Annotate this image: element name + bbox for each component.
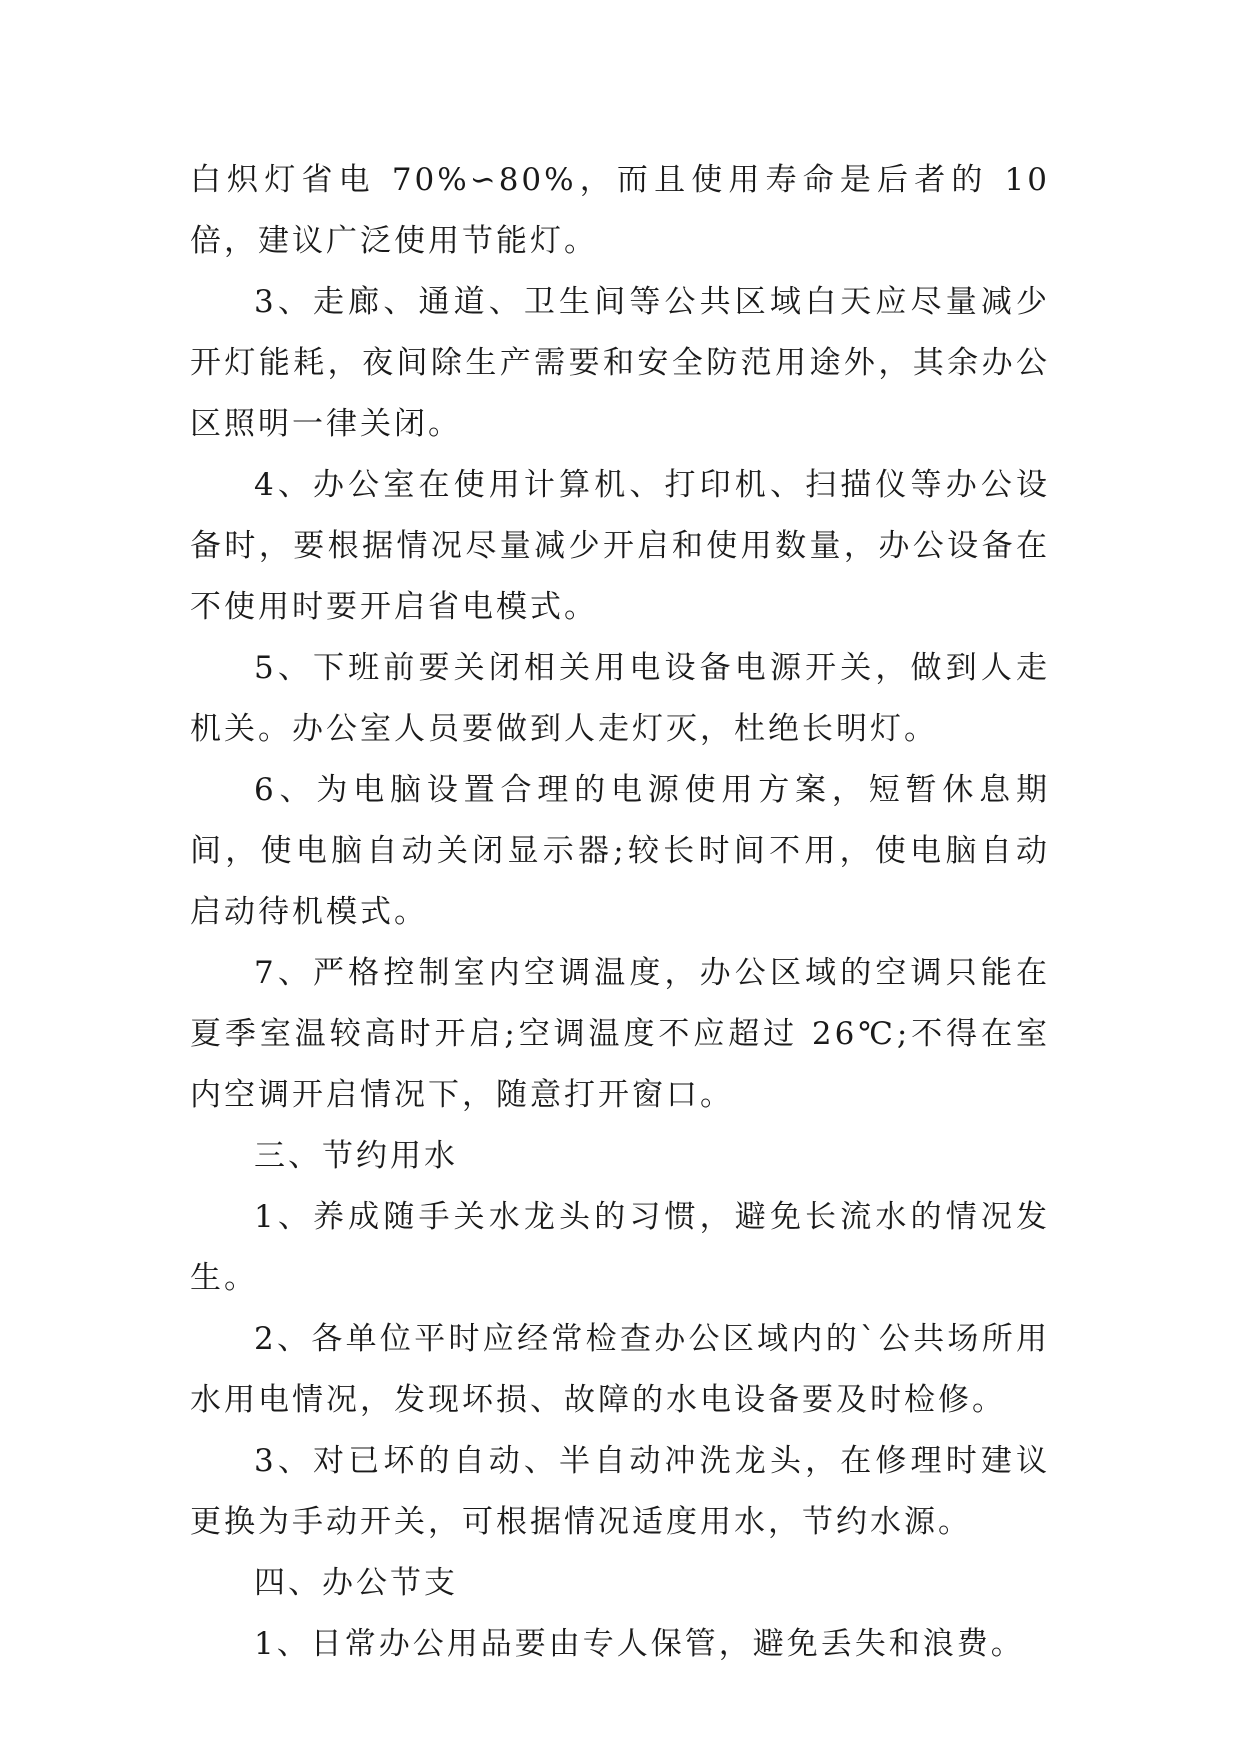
paragraph-item-7-air-conditioning: 7、严格控制室内空调温度，办公区域的空调只能在夏季室温较高时开启;空调温度不应超过 26℃;不得在室内空调开启情况下，随意打开窗口。 (190, 955, 1050, 1113)
body-text (190, 150, 1050, 1675)
section-heading-water: 三、节约用水 (254, 1138, 458, 1174)
paragraph-item-5-power-off: 5、下班前要关闭相关用电设备电源开关，做到人走机关。办公室人员要做到人走灯灭，杜绝长明灯。 (190, 650, 1050, 747)
paragraph-item-3-corridor-lighting: 3、走廊、通道、卫生间等公共区域白天应尽量减少开灯能耗，夜间除生产需要和安全防范用途外，其余办公区照明一律关闭。 (190, 284, 1050, 442)
paragraph-item-4-office-equipment: 4、办公室在使用计算机、打印机、扫描仪等办公设备时，要根据情况尽量减少开启和使用数量，办公设备在不使用时要开启省电模式。 (190, 467, 1050, 625)
paragraph-water-item-1: 1、养成随手关水龙头的习惯，避免长流水的情况发生。 (190, 1199, 1050, 1296)
paragraph-water-item-2: 2、各单位平时应经常检查办公区域内的`公共场所用水用电情况，发现坏损、故障的水电设备要及时检修。 (190, 1321, 1050, 1418)
section-heading-office-savings: 四、办公节支 (254, 1565, 458, 1601)
paragraph-item-6-computer-power: 6、为电脑设置合理的电源使用方案，短暂休息期间，使电脑自动关闭显示器;较长时间不用，使电脑自动启动待机模式。 (190, 772, 1050, 930)
paragraph-office-item-1: 1、日常办公用品要由专人保管，避免丢失和浪费。 (254, 1626, 1025, 1662)
paragraph-water-item-3: 3、对已坏的自动、半自动冲洗龙头，在修理时建议更换为手动开关，可根据情况适度用水，节约水源。 (190, 1443, 1050, 1540)
paragraph-continuation: 白炽灯省电 70%∽80%，而且使用寿命是后者的 10 倍，建议广泛使用节能灯。 (190, 162, 1050, 259)
